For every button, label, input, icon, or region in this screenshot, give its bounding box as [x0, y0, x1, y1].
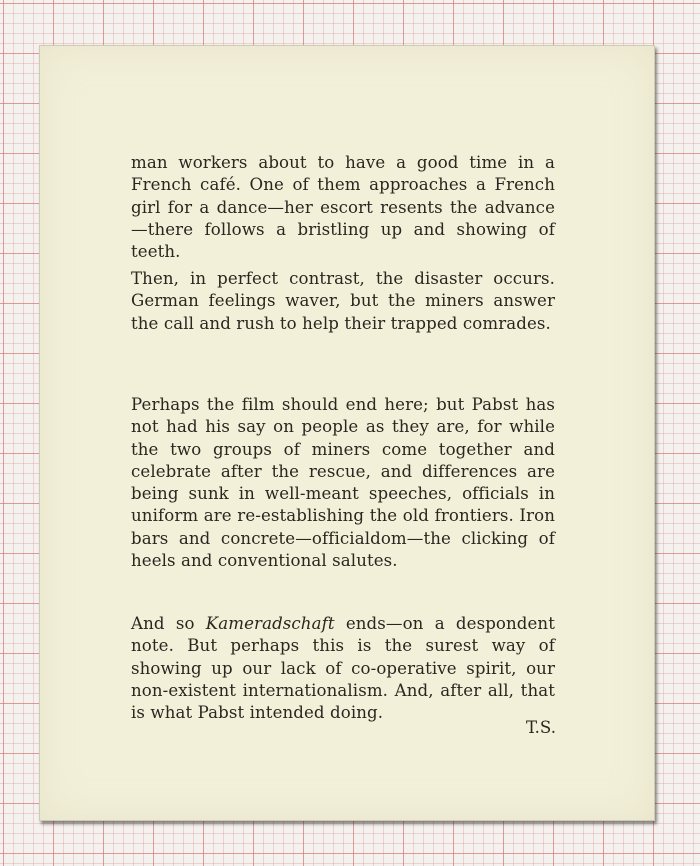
- signature: T.S.: [526, 718, 556, 737]
- paragraph-1: man workers about to have a good time in a French café. One of them approaches a French girl for a dance—her escort resents the advance—there follows a bristling up and showing of teeth.: [131, 153, 555, 262]
- body-text: [131, 152, 555, 724]
- paragraph-4-start: And so: [131, 614, 206, 633]
- paragraph-3: Perhaps the film should end here; but Pabst has not had his say on people as they are, for while the two groups of miners come together and celebrate after the rescue, and differences are being sunk in well-meant speeches, officials in uniform are re-establishing the old frontiers. Iron bars and concrete—officialdom—the clicking of heels and conventional salutes.: [131, 395, 555, 571]
- document-page: [39, 45, 655, 821]
- paragraph-4-end: ends—on a despondent note. But perhaps this is the surest way of showing up our lack of co-operative spirit, our non-existent internationalism. And, after all, that is what Pabst intended doing.: [131, 614, 555, 723]
- paragraph-4: [131, 613, 555, 724]
- paragraph-2: Then, in perfect contrast, the disaster occurs. German feelings waver, but the miners answer the call and rush to help their trapped comrades.: [131, 269, 555, 333]
- film-title: Kameradschaft: [205, 614, 335, 633]
